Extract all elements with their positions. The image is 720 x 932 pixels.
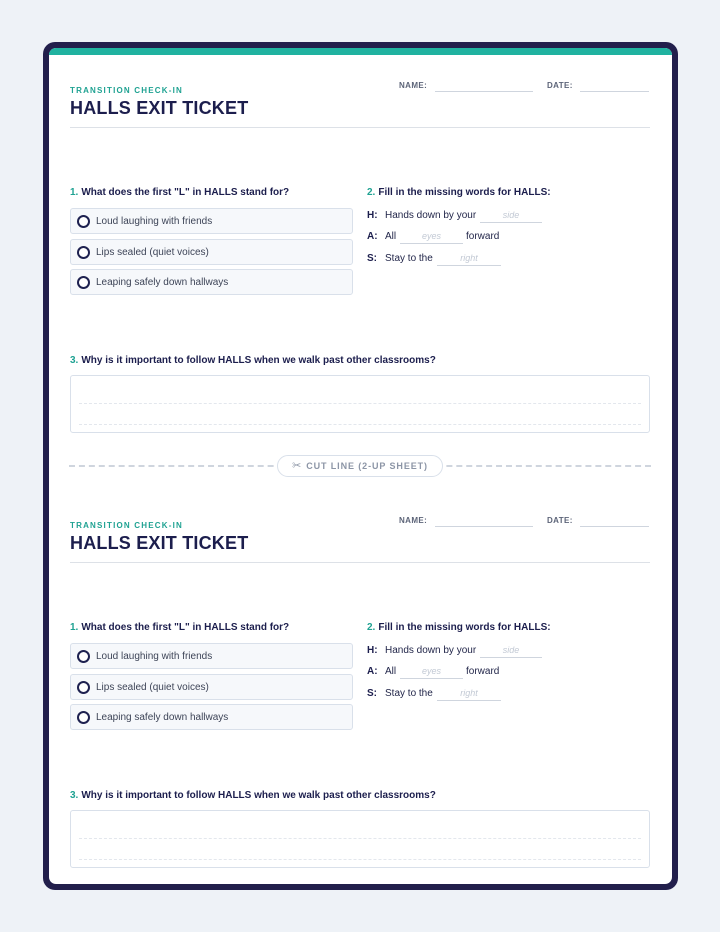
question-number: 2. <box>367 622 376 633</box>
answer-option[interactable] <box>70 674 353 700</box>
question-2 <box>367 622 551 633</box>
fill-blank[interactable]: side <box>480 210 542 223</box>
answer-option[interactable] <box>70 643 353 669</box>
radio-icon[interactable] <box>77 681 90 694</box>
question-3 <box>70 790 436 801</box>
option-label: Loud laughing with friends <box>96 651 213 662</box>
writing-line <box>79 859 641 860</box>
fill-prompt: All <box>385 231 397 242</box>
fill-blank[interactable]: eyes <box>400 666 463 679</box>
name-label: NAME: <box>399 81 428 90</box>
date-label: DATE: <box>547 81 573 90</box>
option-label: Loud laughing with friends <box>96 216 213 227</box>
written-answer-box[interactable] <box>70 375 650 433</box>
question-text: What does the first "L" in HALLS stand for? <box>81 187 290 198</box>
question-1 <box>70 187 289 198</box>
fill-prompt: Hands down by your <box>385 645 477 656</box>
halls-letter: H: <box>367 645 378 656</box>
radio-icon[interactable] <box>77 246 90 259</box>
question-text: Why is it important to follow HALLS when we walk past other classrooms? <box>81 790 436 801</box>
fill-blank[interactable]: right <box>437 253 501 266</box>
ticket-kicker: TRANSITION CHECK-IN <box>70 86 184 95</box>
ticket-kicker: TRANSITION CHECK-IN <box>70 521 184 530</box>
name-field[interactable] <box>435 91 533 92</box>
date-label: DATE: <box>547 516 573 525</box>
question-3 <box>70 355 436 366</box>
fill-prompt: Stay to the <box>385 688 433 699</box>
scissors-icon: ✂ <box>292 460 303 472</box>
halls-letter: A: <box>367 231 378 242</box>
option-label: Lips sealed (quiet voices) <box>96 682 209 693</box>
halls-letter: S: <box>367 253 377 264</box>
question-text: Fill in the missing words for HALLS: <box>378 622 551 633</box>
date-field[interactable] <box>580 91 649 92</box>
option-label: Leaping safely down hallways <box>96 712 229 723</box>
writing-line <box>79 403 641 404</box>
halls-letter: S: <box>367 688 377 699</box>
answer-option[interactable] <box>70 269 353 295</box>
question-2 <box>367 187 551 198</box>
fill-suffix: forward <box>466 666 500 677</box>
question-1 <box>70 622 289 633</box>
name-label: NAME: <box>399 516 428 525</box>
option-label: Lips sealed (quiet voices) <box>96 247 209 258</box>
fill-prompt: Hands down by your <box>385 210 477 221</box>
header-divider <box>70 127 650 128</box>
page-frame <box>43 42 678 890</box>
fill-suffix: forward <box>466 231 500 242</box>
name-field[interactable] <box>435 526 533 527</box>
accent-bar <box>49 48 672 55</box>
fill-prompt: All <box>385 666 397 677</box>
ticket-title: HALLS EXIT TICKET <box>70 98 249 118</box>
answer-option[interactable] <box>70 704 353 730</box>
question-number: 1. <box>70 622 79 633</box>
halls-letter: H: <box>367 210 378 221</box>
radio-icon[interactable] <box>77 650 90 663</box>
fill-blank[interactable]: side <box>480 645 542 658</box>
question-number: 2. <box>367 187 376 198</box>
option-label: Leaping safely down hallways <box>96 277 229 288</box>
ticket-title: HALLS EXIT TICKET <box>70 533 249 553</box>
question-text: Why is it important to follow HALLS when we walk past other classrooms? <box>81 355 436 366</box>
radio-icon[interactable] <box>77 215 90 228</box>
question-text: What does the first "L" in HALLS stand for? <box>81 622 290 633</box>
answer-option[interactable] <box>70 208 353 234</box>
halls-letter: A: <box>367 666 378 677</box>
header-divider <box>70 562 650 563</box>
radio-icon[interactable] <box>77 276 90 289</box>
answer-option[interactable] <box>70 239 353 265</box>
cut-line-text: CUT LINE (2-UP SHEET) <box>306 461 428 471</box>
question-text: Fill in the missing words for HALLS: <box>378 187 551 198</box>
cut-line-label <box>277 455 443 477</box>
fill-blank[interactable]: eyes <box>400 231 463 244</box>
writing-line <box>79 838 641 839</box>
date-field[interactable] <box>580 526 649 527</box>
fill-blank[interactable]: right <box>437 688 501 701</box>
written-answer-box[interactable] <box>70 810 650 868</box>
fill-prompt: Stay to the <box>385 253 433 264</box>
writing-line <box>79 424 641 425</box>
question-number: 1. <box>70 187 79 198</box>
question-number: 3. <box>70 790 79 801</box>
question-number: 3. <box>70 355 79 366</box>
radio-icon[interactable] <box>77 711 90 724</box>
worksheet <box>49 48 672 884</box>
